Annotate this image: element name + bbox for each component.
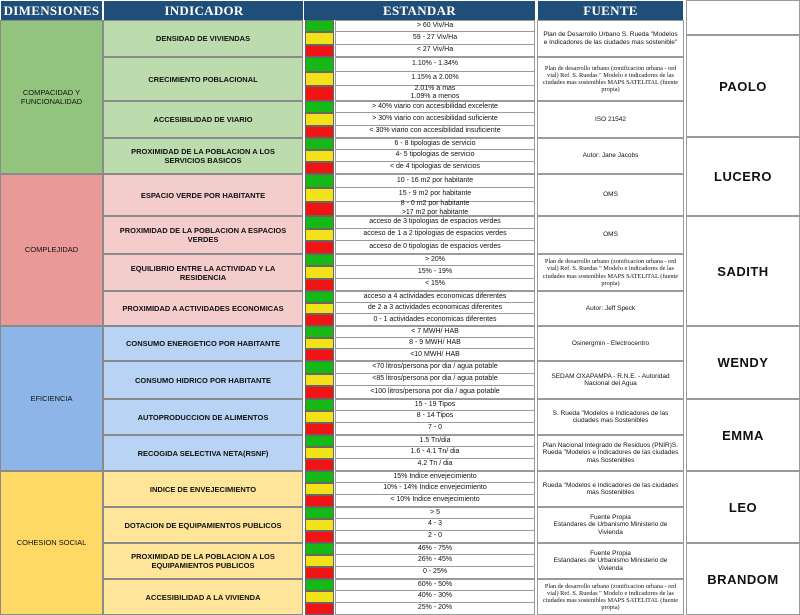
indicator-name: AUTOPRODUCCION DE ALIMENTOS <box>103 399 303 435</box>
traffic-light-yellow <box>305 150 334 162</box>
indicator-name: ESPACIO VERDE POR HABITANTE <box>103 174 303 216</box>
assignee-name: EMMA <box>686 399 800 471</box>
traffic-light-yellow <box>305 555 334 567</box>
header-indicador: INDICADOR <box>103 0 305 21</box>
names-top-blank <box>686 0 800 35</box>
indicator-name: RECOGIDA SELECTIVA NETA(RSNF) <box>103 435 303 471</box>
indicator-name: ACCESIBILIDAD DE VIARIO <box>103 101 303 138</box>
standard-cell: <85 litros/persona por dia / agua potable <box>335 374 535 387</box>
traffic-light-red <box>305 279 334 291</box>
dimension-cell: COMPLEJIDAD <box>0 174 103 326</box>
standard-cell: 1.5 Tn/dia <box>335 435 535 447</box>
indicator-name: PROXIMIDAD DE LA POBLACION A LOS EQUIPAMIENTOS PUBLICOS <box>103 543 303 579</box>
source-cell: Plan de Desarrollo Urbano S. Rueda "Modelos e Indicadores de las ciudades mas sostenible" <box>537 20 684 57</box>
standard-cell: < de 4 tipologias de servicios <box>335 162 535 174</box>
standard-cell: < 27 Viv/Ha <box>335 45 535 57</box>
traffic-light-yellow <box>305 374 334 387</box>
traffic-light-yellow <box>305 266 334 278</box>
traffic-light-yellow <box>305 591 334 603</box>
traffic-light-green <box>305 138 334 150</box>
traffic-light-green <box>305 101 334 113</box>
dimension-cell: COMPACIDAD Y FUNCIONALIDAD <box>0 20 103 174</box>
standard-cell: > 40% viario con accesibilidad excelente <box>335 101 535 113</box>
dimension-cell: EFICIENCIA <box>0 326 103 471</box>
source-cell: S. Rueda "Modelos e Indicadores de las ciudades mas Sostenibles <box>537 399 684 435</box>
standard-cell: 59 - 27 Viv/Ha <box>335 32 535 44</box>
standard-cell: < 30% viario con accesibilidad insuficiente <box>335 126 535 138</box>
indicator-name: PROXIMIDAD DE LA POBLACION A ESPACIOS VERDES <box>103 216 303 254</box>
standard-cell: 4.2 Tn / dia <box>335 459 535 471</box>
traffic-light-green <box>305 20 334 32</box>
standard-cell: 1.10% - 1.34% <box>335 57 535 72</box>
traffic-light-yellow <box>305 338 334 350</box>
header-dimensiones: DIMENSIONES <box>0 0 103 21</box>
header-fuente: FUENTE <box>537 0 684 21</box>
standard-cell: acceso de 3 tipologias de espacios verdes <box>335 216 535 229</box>
source-cell: Autor: Jeff Speck <box>537 291 684 326</box>
standard-cell: > 60 Viv/Ha <box>335 20 535 32</box>
traffic-light-red <box>305 202 334 216</box>
traffic-light-green <box>305 471 334 483</box>
traffic-light-yellow <box>305 229 334 242</box>
indicator-name: INDICE DE ENVEJECIMIENTO <box>103 471 303 507</box>
standard-cell: 7 - 0 <box>335 423 535 435</box>
source-cell: OMS <box>537 174 684 216</box>
standard-cell: <70 litros/persona por dia / agua potable <box>335 361 535 374</box>
standard-cell: 0 - 1 actividades economicas diferentes <box>335 314 535 326</box>
traffic-light-red <box>305 459 334 471</box>
indicator-name: CRECIMIENTO POBLACIONAL <box>103 57 303 101</box>
source-cell: Fuente Propia Estandares de Urbanismo Ministerio de Vivienda <box>537 507 684 543</box>
indicator-name: PROXIMIDAD DE LA POBLACION A LOS SERVICIOS BASICOS <box>103 138 303 174</box>
traffic-light-green <box>305 174 334 188</box>
standard-cell: < 15% <box>335 279 535 291</box>
standard-cell: 2 - 0 <box>335 531 535 543</box>
standard-cell: 15% - 19% <box>335 266 535 278</box>
source-cell: Osinergmin - Electrocentro <box>537 326 684 361</box>
standard-cell: acceso de 1 a 2 tipologias de espacios verdes <box>335 229 535 242</box>
standard-cell: 46% - 75% <box>335 543 535 555</box>
standard-cell: 2.01% a mas 1.09% a menos <box>335 86 535 101</box>
traffic-light-red <box>305 45 334 57</box>
standard-cell: 8 - 9 MWH/ HAB <box>335 338 535 350</box>
source-cell: Fuente Propia Estandares de Urbanismo Ministerio de Vivienda <box>537 543 684 579</box>
standard-cell: 1.6 - 4.1 Tn/ dia <box>335 447 535 459</box>
source-cell: Plan Nacional Integrado de Residuos (PNIR)S. Rueda "Modelos e Indicadores de las ciudades mas Sostenibles <box>537 435 684 471</box>
traffic-light-red <box>305 314 334 326</box>
traffic-light-yellow <box>305 519 334 531</box>
standard-cell: 4 - 3 <box>335 519 535 531</box>
standard-cell: 8 - 0 m2 por habitante >17 m2 por habitante <box>335 202 535 216</box>
indicator-name: DENSIDAD DE VIVIENDAS <box>103 20 303 57</box>
traffic-light-green <box>305 399 334 411</box>
traffic-light-yellow <box>305 303 334 315</box>
standard-cell: < 7 MWH/ HAB <box>335 326 535 338</box>
standard-cell: 4- 5 tipologias de servicio <box>335 150 535 162</box>
traffic-light-red <box>305 531 334 543</box>
traffic-light-green <box>305 579 334 591</box>
standard-cell: < 10% Indice envejecimiento <box>335 495 535 507</box>
traffic-light-yellow <box>305 72 334 87</box>
traffic-light-red <box>305 241 334 254</box>
traffic-light-green <box>305 326 334 338</box>
source-cell: Plan de desarrollo urbano (zonificacion urbana - red vial) Ref. S. Ruedas " Modelo e indicadores de las ciudades mas sostenibles MAPS SATELITAL (fuente propia) <box>537 57 684 101</box>
assignee-name: LUCERO <box>686 137 800 216</box>
indicator-name: PROXIMIDAD A ACTIVIDADES ECONOMICAS <box>103 291 303 326</box>
assignee-name: BRANDOM <box>686 543 800 615</box>
traffic-light-yellow <box>305 447 334 459</box>
standard-cell: 25% - 20% <box>335 603 535 615</box>
traffic-light-red <box>305 495 334 507</box>
source-cell: OMS <box>537 216 684 254</box>
assignee-name: WENDY <box>686 326 800 399</box>
source-cell: ISO 21542 <box>537 101 684 138</box>
traffic-light-green <box>305 507 334 519</box>
standard-cell: acceso a 4 actividades economicas diferentes <box>335 291 535 303</box>
traffic-light-green <box>305 254 334 266</box>
traffic-light-green <box>305 543 334 555</box>
indicator-name: CONSUMO HIDRICO POR HABITANTE <box>103 361 303 399</box>
standard-cell: 8 - 14 Tipos <box>335 411 535 423</box>
standard-cell: de 2 a 3 actividades economicas diferentes <box>335 303 535 315</box>
source-cell: Rueda "Modelos e Indicadores de las ciudades mas Sostenibles <box>537 471 684 507</box>
standard-cell: acceso de 0 tipologias de espacios verdes <box>335 241 535 254</box>
traffic-light-green <box>305 57 334 72</box>
indicator-name: DOTACION DE EQUIPAMIENTOS PUBLICOS <box>103 507 303 543</box>
traffic-light-yellow <box>305 483 334 495</box>
source-cell: Autor: Jane Jacobs <box>537 138 684 174</box>
standard-cell: 10 - 16 m2 por habitante <box>335 174 535 188</box>
standard-cell: > 5 <box>335 507 535 519</box>
dimension-cell: COHESION SOCIAL <box>0 471 103 615</box>
indicator-name: CONSUMO ENERGETICO POR HABITANTE <box>103 326 303 361</box>
source-cell: SEDAM OXAPAMPA - R.N.E. - Autoridad Nacional del Agua <box>537 361 684 399</box>
traffic-light-red <box>305 162 334 174</box>
assignee-name: LEO <box>686 471 800 543</box>
traffic-light-yellow <box>305 411 334 423</box>
standard-cell: 15% Indice envejecimiento <box>335 471 535 483</box>
standard-cell: 15 - 19 Tipos <box>335 399 535 411</box>
standard-cell: > 20% <box>335 254 535 266</box>
traffic-light-red <box>305 386 334 399</box>
indicator-name: ACCESIBILIDAD A LA VIVIENDA <box>103 579 303 615</box>
standard-cell: 26% - 45% <box>335 555 535 567</box>
indicator-name: EQUILIBRIO ENTRE LA ACTIVIDAD Y LA RESIDENCIA <box>103 254 303 291</box>
standard-cell: <10 MWH/ HAB <box>335 349 535 361</box>
traffic-light-red <box>305 603 334 615</box>
traffic-light-green <box>305 435 334 447</box>
traffic-light-green <box>305 361 334 374</box>
standard-cell: <100 litros/persona por dia / agua potable <box>335 386 535 399</box>
traffic-light-red <box>305 126 334 138</box>
header-estandar: ESTANDAR <box>303 0 536 21</box>
assignee-name: SADITH <box>686 216 800 326</box>
assignee-name: PAOLO <box>686 35 800 137</box>
source-cell: Plan de desarrollo urbano (zonificacion urbana - red vial) Ref. S. Ruedas " Modelo e indicadores de las ciudades mas sostenibles MAPS SATELITAL (fuente propia) <box>537 254 684 291</box>
standard-cell: 40% - 30% <box>335 591 535 603</box>
standard-cell: 1.15% a 2.00% <box>335 72 535 87</box>
traffic-light-red <box>305 349 334 361</box>
standard-cell: 15 - 9 m2 por habitante <box>335 188 535 202</box>
traffic-light-yellow <box>305 113 334 125</box>
standard-cell: 60% - 50% <box>335 579 535 591</box>
source-cell: Plan de desarrollo urbano (zonificacion urbana - red vial) Ref. S. Ruedas " Modelo e indicadores de las ciudades mas sostenibles MAPS SATELITAL (fuente propia) <box>537 579 684 615</box>
traffic-light-red <box>305 86 334 101</box>
standard-cell: > 30% viario con accesibilidad suficiente <box>335 113 535 125</box>
traffic-light-yellow <box>305 32 334 44</box>
traffic-light-green <box>305 291 334 303</box>
standard-cell: 0 - 25% <box>335 567 535 579</box>
traffic-light-green <box>305 216 334 229</box>
traffic-light-red <box>305 567 334 579</box>
standard-cell: 10% - 14% Indice envejecimiento <box>335 483 535 495</box>
traffic-light-red <box>305 423 334 435</box>
standard-cell: 6 - 8 tipologias de servicio <box>335 138 535 150</box>
traffic-light-yellow <box>305 188 334 202</box>
